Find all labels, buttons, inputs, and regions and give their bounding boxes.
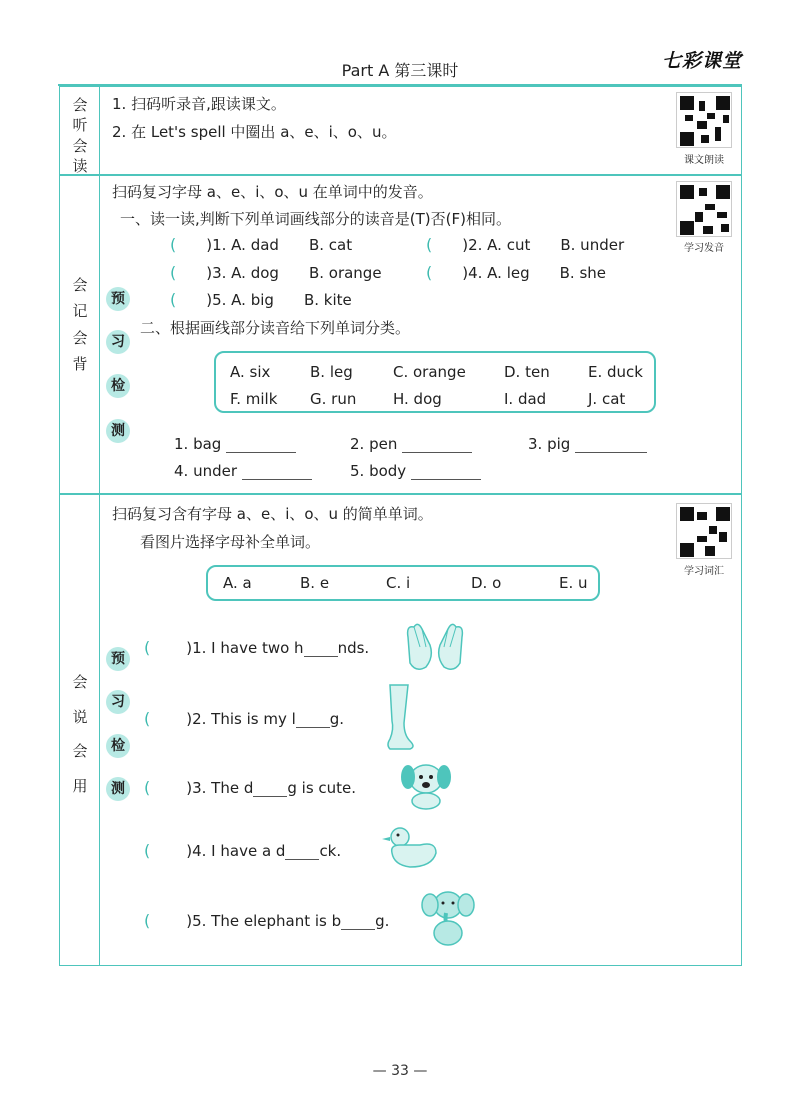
judge-item: ( )5. A. big B. kite: [170, 290, 352, 309]
preview-bubble: 测: [106, 777, 130, 801]
fill-sentence: ( )2. This is my l g.: [144, 709, 345, 728]
judge-item: ( )1. A. dad B. cat: [170, 235, 353, 254]
word-option: D. ten: [504, 363, 550, 381]
judge-item: ( )3. A. dog B. orange: [170, 263, 382, 282]
fill-sentence: ( )5. The elephant is b g.: [144, 911, 390, 930]
leg-icon: [380, 683, 420, 753]
worksheet-frame: [59, 86, 742, 966]
classify-item: 4. under: [174, 462, 312, 480]
qr-caption: 学习词汇: [684, 566, 724, 577]
letter-option: A. a: [223, 574, 252, 592]
word-option: H. dog: [393, 390, 442, 408]
preview-bubble: 预: [106, 287, 130, 311]
side-column: [60, 87, 100, 965]
qr-code[interactable]: [676, 503, 732, 559]
qr-code[interactable]: [676, 92, 732, 148]
part2-title: 二、根据画线部分读音给下列单词分类。: [140, 319, 411, 337]
preview-bubble: 习: [106, 330, 130, 354]
part1-title: 一、读一读,判断下列单词画线部分的读音是(T)否(F)相同。: [120, 210, 511, 228]
fill-sentence: ( )3. The d g is cute.: [144, 778, 357, 797]
page-number: — 33 —: [372, 1063, 428, 1079]
qr-code[interactable]: [676, 181, 732, 237]
word-option: G. run: [310, 390, 357, 408]
preview-bubble: 检: [106, 374, 130, 398]
word-option: A. six: [230, 363, 271, 381]
spell-instruction: 2. 在 Let's spell 中圈出 a、e、i、o、u。: [112, 123, 397, 141]
section2-intro: 扫码复习字母 a、e、i、o、u 在单词中的发音。: [112, 183, 433, 201]
word-option: E. duck: [588, 363, 643, 381]
section3-sub: 看图片选择字母补全单词。: [140, 533, 321, 551]
hands-icon: [400, 617, 470, 677]
classify-item: 3. pig: [528, 435, 647, 453]
classify-item: 2. pen: [350, 435, 472, 453]
word-option: J. cat: [588, 390, 626, 408]
judge-item: ( )4. A. leg B. she: [426, 263, 607, 282]
word-option: F. milk: [230, 390, 278, 408]
section1-label: 会 听 会 读: [72, 96, 88, 175]
listen-instruction: 1. 扫码听录音,跟读课文。: [112, 95, 286, 113]
elephant-icon: [420, 885, 476, 949]
section-divider: [60, 174, 741, 176]
section2-label: 会 记 会 背: [72, 276, 88, 373]
letter-option: D. o: [471, 574, 502, 592]
judge-item: ( )2. A. cut B. under: [426, 235, 625, 254]
preview-bubble: 习: [106, 690, 130, 714]
duck-icon: [380, 823, 440, 873]
qr-caption: 课文朗读: [684, 155, 724, 166]
word-option: C. orange: [393, 363, 466, 381]
preview-bubble: 预: [106, 647, 130, 671]
preview-bubble: 测: [106, 419, 130, 443]
classify-item: 5. body: [350, 462, 481, 480]
fill-sentence: ( )1. I have two h nds.: [144, 638, 370, 657]
letter-option: C. i: [386, 574, 411, 592]
section-divider: [60, 493, 741, 495]
section3-intro: 扫码复习含有字母 a、e、i、o、u 的简单单词。: [112, 505, 433, 523]
word-option: I. dad: [504, 390, 547, 408]
classify-item: 1. bag: [174, 435, 296, 453]
word-option: B. leg: [310, 363, 353, 381]
preview-bubble: 检: [106, 734, 130, 758]
fill-sentence: ( )4. I have a d ck.: [144, 841, 342, 860]
letter-option: B. e: [300, 574, 330, 592]
dog-icon: [396, 755, 456, 811]
page-title: Part A 第三课时: [341, 61, 459, 80]
letter-option: E. u: [559, 574, 588, 592]
brand-logo: 七彩课堂: [661, 50, 742, 72]
section3-label: 会 说 会 用: [72, 673, 88, 795]
qr-caption: 学习发音: [684, 243, 724, 254]
